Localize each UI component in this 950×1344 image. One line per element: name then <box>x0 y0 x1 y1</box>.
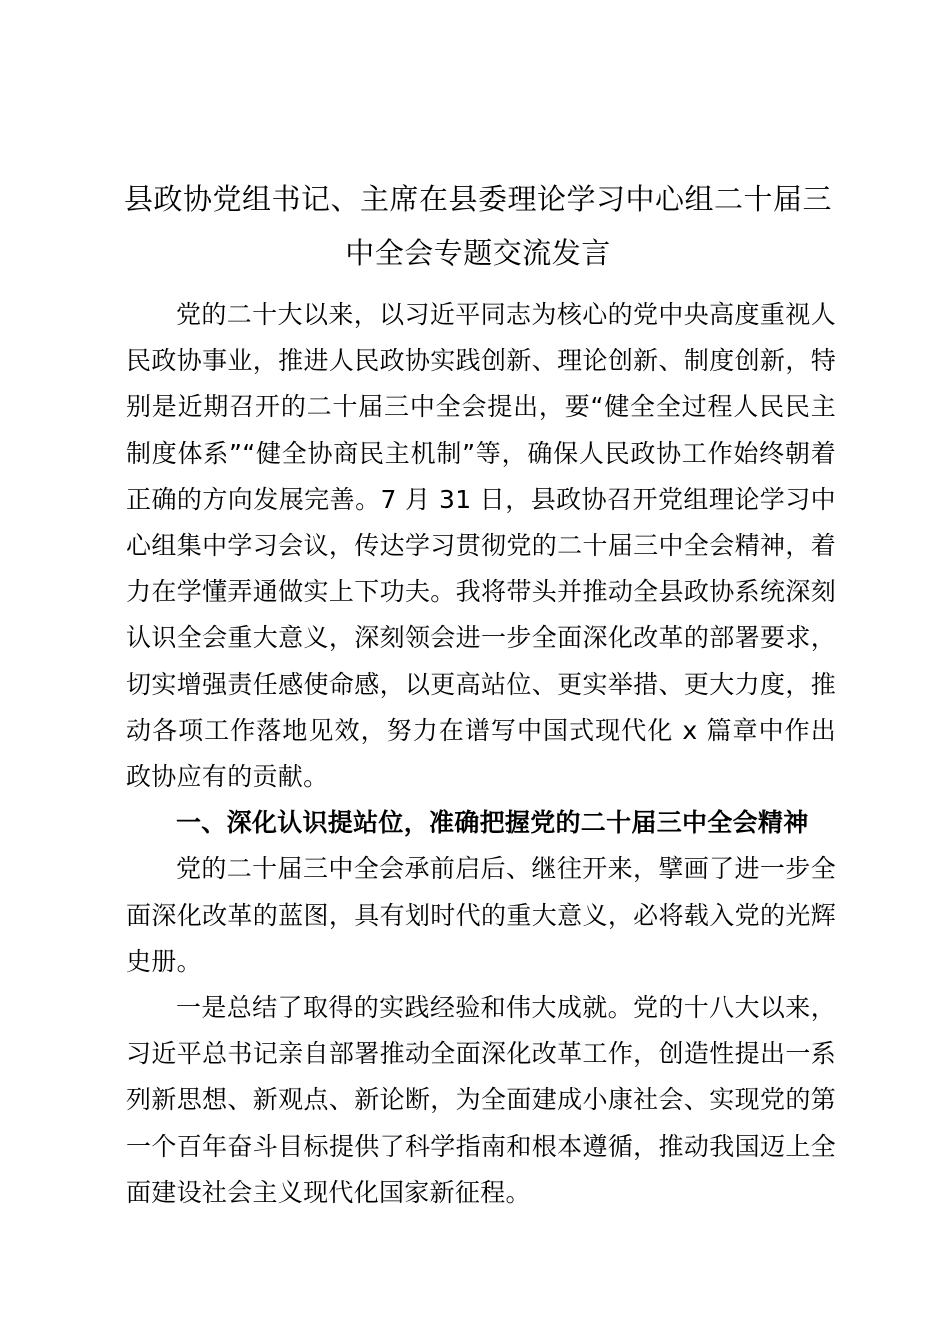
section-heading: 一、深化认识提站位，准确把握党的二十届三中全会精神 <box>176 808 809 838</box>
paragraph-intro: 党的二十大以来，以习近平同志为核心的党中央高度重视人民政协事业，推进人民政协实践创新、理论创新、制度创新，特别是近期召开的二十届三中全会提出，要“健全全过程人民民主制度体系”“健全协商民主机制”等，确保人民政协工作始终朝着正确的方向发展完善。7 月 31 日，县政协召开党组理论学习中心组集中学习会议，传达学习贯彻党的二十届三中全会精神，着力在学懂弄通做实上下功夫。我将带头并推动全县政协系统深刻认识全会重大意义，深刻领会进一步全面深化改革的部署要求，切实增强责任感使命感，以更高站位、更实举措、更大力度，推动各项工作落地见效，努力在谱写中国式现代化 x 篇章中作出政协应有的贡献。 <box>126 300 836 792</box>
paragraph-point-one: 一是总结了取得的实践经验和伟大成就。党的十八大以来，习近平总书记亲自部署推动全面深化改革工作，创造性提出一系列新思想、新观点、新论断，为全面建成小康社会、实现党的第一个百年奋斗目标提供了科学指南和根本遵循，推动我国迈上全面建设社会主义现代化国家新征程。 <box>126 993 836 1207</box>
document-title: 县政协党组书记、主席在县委理论学习中心组二十届三中全会专题交流发言 <box>123 182 832 270</box>
document-body <box>126 292 836 1216</box>
paragraph-section-intro: 党的二十届三中全会承前启后、继往开来，擘画了进一步全面深化改革的蓝图，具有划时代的重大意义，必将载入党的光辉史册。 <box>126 854 836 976</box>
